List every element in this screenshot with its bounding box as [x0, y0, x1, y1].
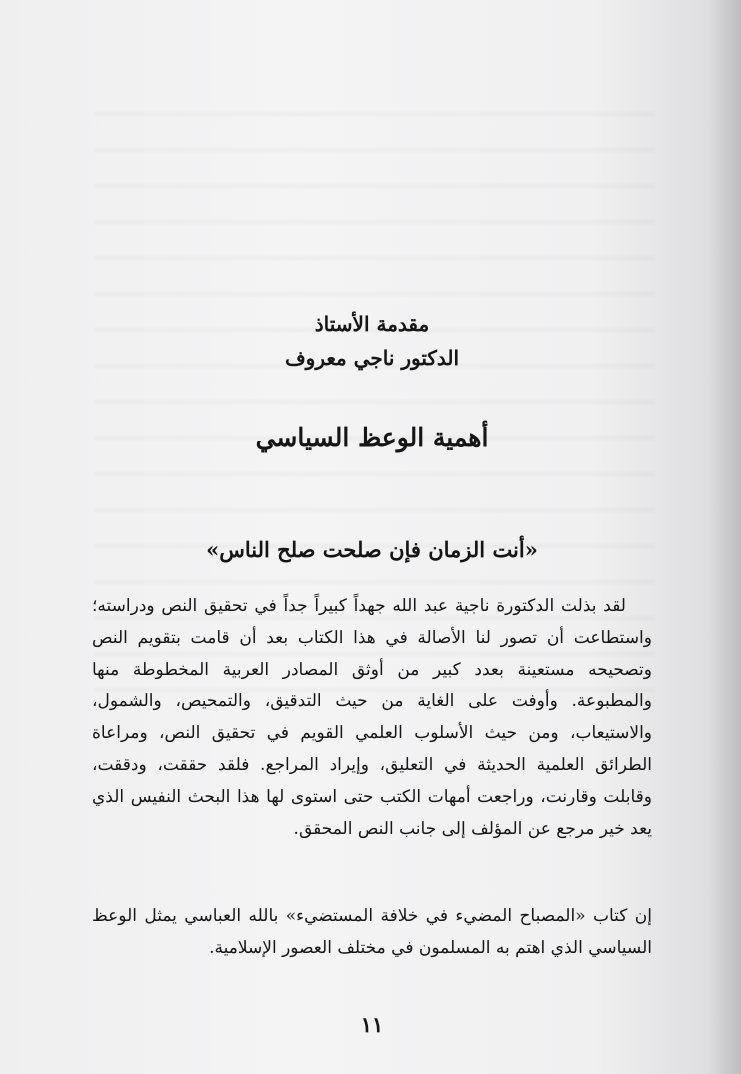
intro-author: الدكتور ناجي معروف [284, 346, 460, 370]
body-paragraph-1: لقد بذلت الدكتورة ناجية عبد الله جهداً كبيراً جداً في تحقيق النص ودراسته؛ واستطاعت أن تصور لنا الأصالة في هذا الكتاب بعد أن قامت بتقويم النص وتصحيحه مستعينة بعدد كبير من أوثق المصادر العربية المخطوطة منها والمطبوعة. وأوفت على الغاية من حيث التدقيق، والتمحيص، والشمول، والاستيعاب، ومن حيث الأسلوب العلمي القويم في تحقيق النص، ومراعاة الطرائق العلمية الحديثة في التعليق، وإيراد المراجع. فلقد حققت، ودققت، وقابلت وقارنت، وراجعت أمهات الكتب حتى استوى لها هذا البحث النفيس الذي يعد خير مرجع عن المؤلف إلى جانب النص المحقق. [92, 596, 652, 839]
page-number: ١١ [360, 1012, 384, 1037]
spine-shadow [707, 0, 741, 1074]
intro-title: مقدمة الأستاذ [314, 312, 430, 336]
body-paragraph-2: إن كتاب «المصباح المضيء في خلافة المستضيء» بالله العباسي يمثل الوعظ السياسي الذي اهتم به المسلمون في مختلف العصور الإسلامية. [92, 906, 652, 958]
section-title: أهمية الوعظ السياسي [255, 423, 489, 452]
epigraph-quote: «أنت الزمان فإن صلحت صلح الناس» [206, 537, 538, 562]
